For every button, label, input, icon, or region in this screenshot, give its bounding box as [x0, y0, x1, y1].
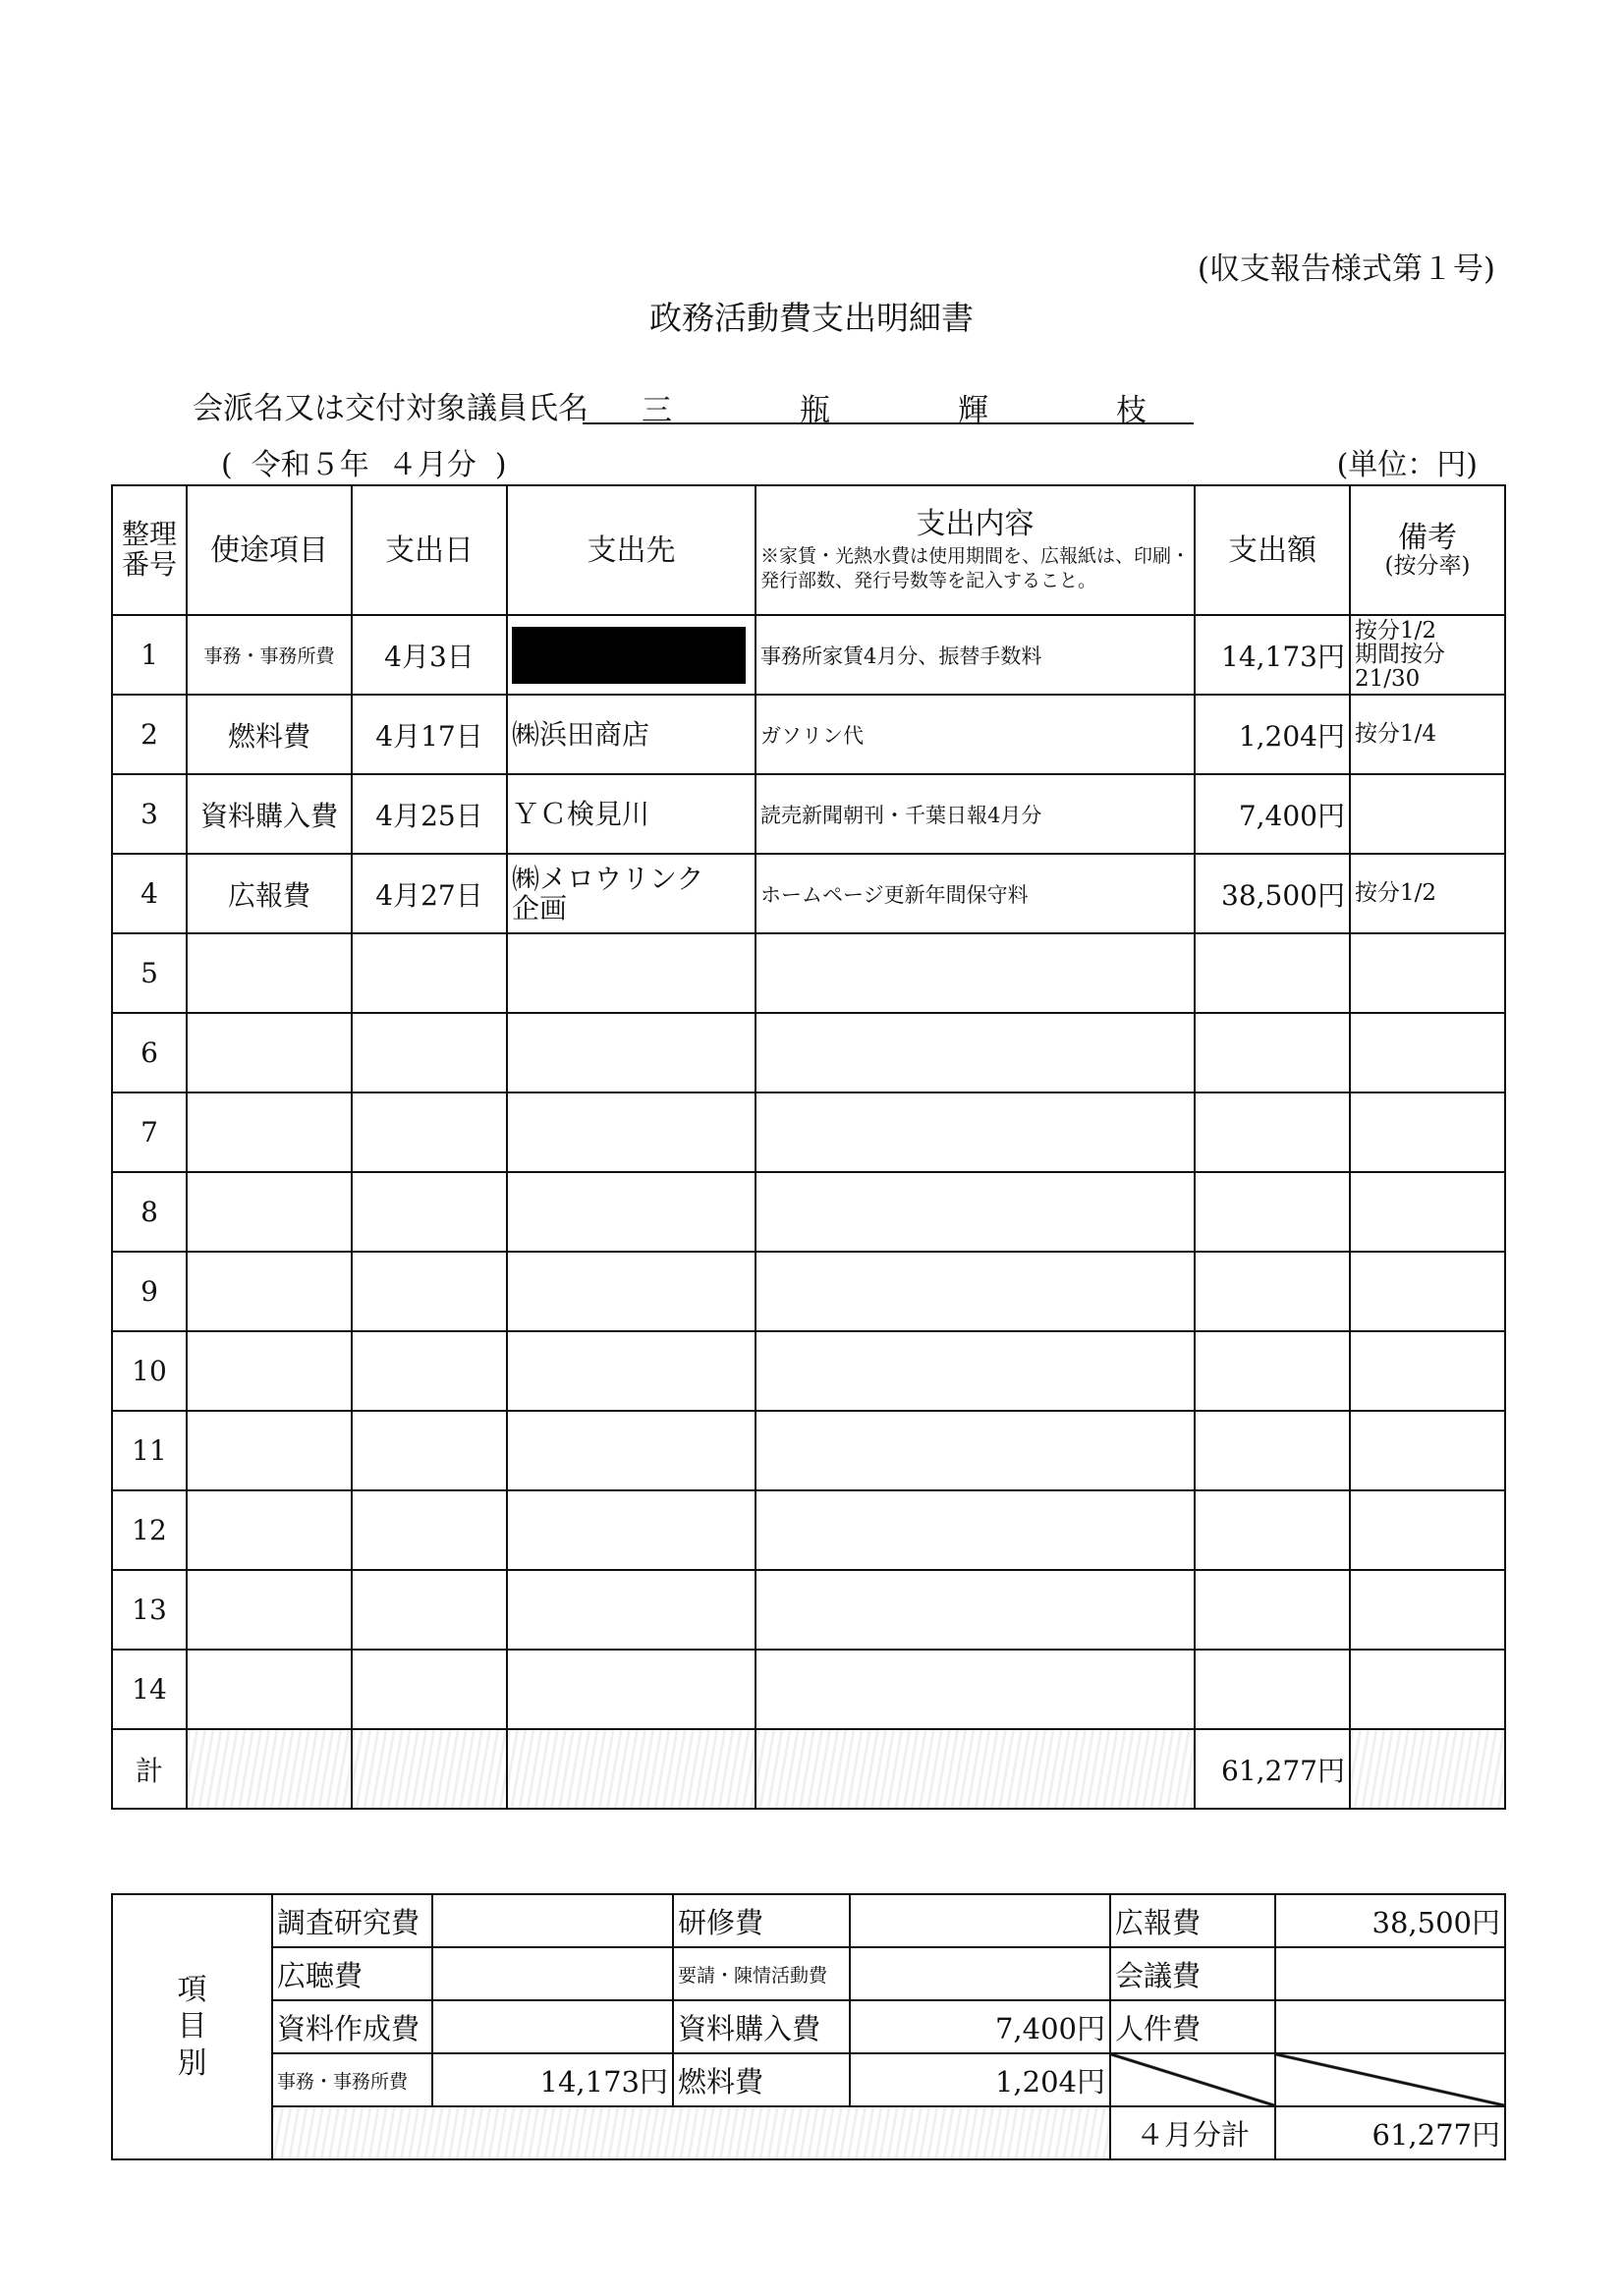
header-date: 支出日 — [352, 485, 507, 615]
summary-label: 広聴費 — [272, 1947, 432, 2000]
row-no: 2 — [112, 695, 187, 774]
summary-value — [1275, 2000, 1505, 2053]
summary-label: 資料作成費 — [272, 2000, 432, 2053]
row-no: 10 — [112, 1331, 187, 1411]
row-amount: 38,500円 — [1195, 854, 1350, 933]
row-category: 広報費 — [187, 854, 352, 933]
table-row — [112, 1331, 1505, 1411]
row-no: 3 — [112, 774, 187, 854]
row-content: 読売新聞朝刊・千葉日報4月分 — [756, 774, 1195, 854]
row-no: 6 — [112, 1013, 187, 1092]
name-char: 枝 — [1116, 393, 1147, 428]
row-no: 7 — [112, 1092, 187, 1172]
header-row — [112, 485, 1505, 615]
total-label: 計 — [112, 1729, 187, 1809]
row-remarks — [1350, 774, 1505, 854]
table-row — [112, 1570, 1505, 1650]
header-content — [756, 485, 1195, 615]
shaded-cell — [507, 1729, 756, 1809]
table-row — [112, 1092, 1505, 1172]
diagonal-strike-cell — [1275, 2053, 1505, 2106]
name-char: 三 — [642, 393, 672, 428]
summary-label: 調査研究費 — [272, 1894, 432, 1947]
table-row — [112, 1490, 1505, 1570]
row-remarks: 按分1/2 期間按分 21/30 — [1350, 615, 1505, 695]
summary-row — [112, 1947, 1505, 2000]
row-payee: ㈱メロウリンク 企画 — [507, 854, 756, 933]
row-no: 13 — [112, 1570, 187, 1650]
redaction-block — [512, 627, 746, 684]
header-remarks — [1350, 485, 1505, 615]
summary-row — [112, 1894, 1505, 1947]
member-name-field — [583, 385, 1194, 428]
summary-value — [850, 1894, 1110, 1947]
row-amount: 14,173円 — [1195, 615, 1350, 695]
summary-label: 要請・陳情活動費 — [673, 1947, 850, 2000]
row-no: 4 — [112, 854, 187, 933]
shaded-cell — [756, 1729, 1195, 1809]
row-no: 12 — [112, 1490, 187, 1570]
unit-label: (単位：円) — [1336, 448, 1478, 482]
row-amount: 7,400円 — [1195, 774, 1350, 854]
shaded-cell — [1350, 1729, 1505, 1809]
summary-row — [112, 2000, 1505, 2053]
row-date: 4月27日 — [352, 854, 507, 933]
name-char: 瓶 — [800, 393, 830, 428]
table-row — [112, 1172, 1505, 1252]
summary-section-label: 項 目 別 — [112, 1894, 272, 2159]
document-title: 政務活動費支出明細書 — [649, 299, 974, 337]
row-no: 14 — [112, 1650, 187, 1729]
expenditure-table — [111, 484, 1506, 1810]
shaded-cell — [352, 1729, 507, 1809]
summary-label: 事務・事務所費 — [272, 2053, 432, 2106]
row-amount: 1,204円 — [1195, 695, 1350, 774]
summary-value: 7,400円 — [850, 2000, 1110, 2053]
name-char: 輝 — [958, 393, 988, 428]
summary-value — [850, 1947, 1110, 2000]
summary-label: 広報費 — [1110, 1894, 1275, 1947]
header-amount: 支出額 — [1195, 485, 1350, 615]
summary-value — [1275, 1947, 1505, 2000]
summary-label: 研修費 — [673, 1894, 850, 1947]
row-payee: ＹＣ検見川 — [507, 774, 756, 854]
diagonal-strike-cell — [1110, 2053, 1275, 2106]
table-row — [112, 1411, 1505, 1490]
row-no: 11 — [112, 1411, 187, 1490]
header-remarks-label: 備考 — [1398, 520, 1457, 555]
table-row — [112, 1252, 1505, 1331]
summary-value: 1,204円 — [850, 2053, 1110, 2106]
row-content: 事務所家賃4月分、振替手数料 — [756, 615, 1195, 695]
row-remarks: 按分1/2 — [1350, 854, 1505, 933]
reporting-period: ( 令和５年 ４月分 ) — [221, 448, 507, 482]
table-row — [112, 774, 1505, 854]
category-summary-table — [111, 1893, 1506, 2160]
header-content-note: ※家賃・光熱水費は使用期間を、広報紙は、印刷・発行部数、発行号数等を記入すること。 — [760, 544, 1191, 591]
summary-row — [112, 2053, 1505, 2106]
total-amount: 61,277円 — [1195, 1729, 1350, 1809]
shaded-cell — [272, 2106, 1110, 2159]
row-category: 事務・事務所費 — [187, 615, 352, 695]
summary-total-row — [112, 2106, 1505, 2159]
header-payee: 支出先 — [507, 485, 756, 615]
row-date: 4月17日 — [352, 695, 507, 774]
table-row — [112, 933, 1505, 1013]
row-payee: ㈱浜田商店 — [507, 695, 756, 774]
summary-label: 会議費 — [1110, 1947, 1275, 2000]
table-row — [112, 615, 1505, 695]
table-row — [112, 854, 1505, 933]
summary-value: 14,173円 — [432, 2053, 673, 2106]
row-no: 5 — [112, 933, 187, 1013]
header-remarks-sub: (按分率) — [1384, 552, 1471, 579]
summary-value — [432, 2000, 673, 2053]
row-date: 4月25日 — [352, 774, 507, 854]
summary-value — [432, 1947, 673, 2000]
total-row — [112, 1729, 1505, 1809]
form-number: (収支報告様式第１号) — [1197, 252, 1495, 287]
table-row — [112, 1013, 1505, 1092]
header-category: 使途項目 — [187, 485, 352, 615]
row-content: ガソリン代 — [756, 695, 1195, 774]
month-total-value: 61,277円 — [1275, 2106, 1505, 2159]
row-no: 9 — [112, 1252, 187, 1331]
row-category: 燃料費 — [187, 695, 352, 774]
summary-value — [432, 1894, 673, 1947]
summary-label: 資料購入費 — [673, 2000, 850, 2053]
summary-label: 燃料費 — [673, 2053, 850, 2106]
table-row — [112, 1650, 1505, 1729]
shaded-cell — [187, 1729, 352, 1809]
row-remarks: 按分1/4 — [1350, 695, 1505, 774]
table-row — [112, 695, 1505, 774]
summary-value: 38,500円 — [1275, 1894, 1505, 1947]
row-no: 8 — [112, 1172, 187, 1252]
summary-label: 人件費 — [1110, 2000, 1275, 2053]
header-no: 整理番号 — [112, 485, 187, 615]
row-date: 4月3日 — [352, 615, 507, 695]
row-payee — [507, 615, 756, 695]
row-category: 資料購入費 — [187, 774, 352, 854]
header-content-label: 支出内容 — [916, 506, 1035, 541]
name-label: 会派名又は交付対象議員氏名 — [193, 391, 588, 426]
row-no: 1 — [112, 615, 187, 695]
row-content: ホームページ更新年間保守料 — [756, 854, 1195, 933]
month-total-label: ４月分計 — [1110, 2106, 1275, 2159]
